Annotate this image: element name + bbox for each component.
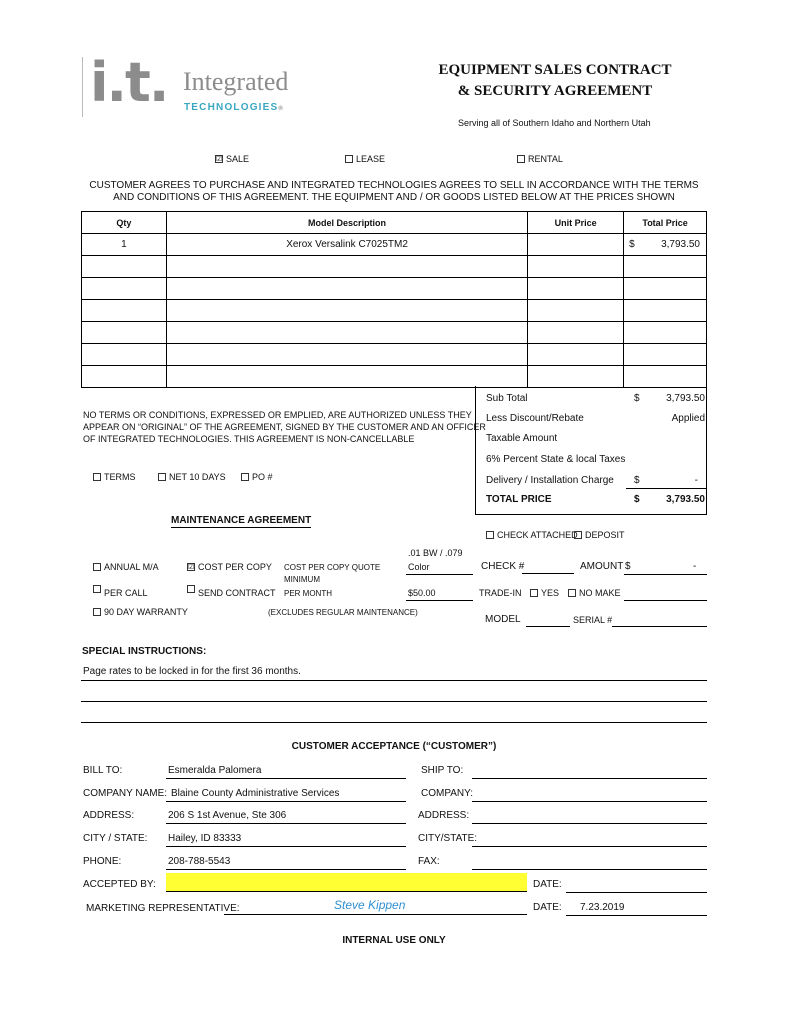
company-right-line[interactable]: [472, 801, 707, 802]
unit-price-header: Unit Price: [528, 212, 624, 234]
rep-date-value[interactable]: 7.23.2019: [580, 902, 625, 913]
po-checkbox[interactable]: [241, 473, 249, 481]
option-terms[interactable]: TERMS: [93, 472, 136, 482]
per-call-checkbox[interactable]: [93, 585, 101, 593]
company-line: [166, 801, 406, 802]
qty-header: Qty: [82, 212, 167, 234]
rental-checkbox[interactable]: [517, 155, 525, 163]
total-price-cell[interactable]: $ 3,793.50: [624, 234, 707, 256]
special-instructions-title: SPECIAL INSTRUCTIONS:: [82, 646, 207, 657]
total-label: TOTAL PRICE: [486, 494, 552, 505]
check-number-line[interactable]: [522, 573, 574, 574]
total-value: 3,793.50: [666, 494, 705, 505]
amount-currency: $: [625, 561, 631, 572]
serving-area: Serving all of Southern Idaho and Northern Utah: [458, 118, 651, 128]
agreement-line1: CUSTOMER AGREES TO PURCHASE AND INTEGRATED TECHNOLOGIES AGREES TO SELL IN ACCORDANCE WITH THE TERMS: [89, 180, 699, 191]
internal-use-label: INTERNAL USE ONLY: [342, 935, 446, 946]
trade-in-label: TRADE-IN: [479, 588, 522, 598]
model-cell[interactable]: Xerox Versalink C7025TM2: [166, 234, 527, 256]
qty-cell[interactable]: [82, 366, 167, 388]
terms-checkbox[interactable]: [93, 473, 101, 481]
option-annual-ma[interactable]: ANNUAL M/A: [93, 562, 159, 572]
special-line-3: [81, 722, 707, 723]
taxes-label: 6% Percent State & local Taxes: [486, 454, 626, 465]
table-header-row: [82, 212, 707, 234]
model-header: Model Description: [166, 212, 527, 234]
special-instructions-text[interactable]: Page rates to be locked in for the first 36 months.: [83, 666, 301, 677]
unit-price-cell[interactable]: [528, 234, 624, 256]
amount-value: -: [693, 561, 697, 572]
fax-label: FAX:: [418, 856, 440, 867]
total-divider: [626, 488, 707, 489]
amount-label: AMOUNT: [580, 561, 624, 572]
logo-divider: [82, 57, 83, 117]
special-line-2: [81, 701, 707, 702]
table-row: [82, 256, 707, 278]
annual-ma-checkbox[interactable]: [93, 563, 101, 571]
unit-price-cell[interactable]: [528, 278, 624, 300]
bill-to-value[interactable]: Esmeralda Palomera: [168, 765, 262, 776]
total-currency: $: [634, 494, 640, 505]
subtotal-label: Sub Total: [486, 393, 528, 404]
total-price-header: Total Price: [624, 212, 707, 234]
model-cell[interactable]: [166, 366, 527, 388]
lease-checkbox[interactable]: [345, 155, 353, 163]
address-right-label: ADDRESS:: [418, 810, 470, 821]
table-row: [82, 278, 707, 300]
total-price-cell[interactable]: [624, 322, 707, 344]
discount-label: Less Discount/Rebate: [486, 413, 584, 424]
city-right-line[interactable]: [472, 846, 707, 847]
logo-subtitle: TECHNOLOGIES®: [184, 102, 285, 113]
rep-line: [224, 914, 527, 915]
option-rental[interactable]: RENTAL: [517, 154, 563, 164]
qty-cell[interactable]: [82, 278, 167, 300]
terms-line2: APPEAR ON “ORIGINAL” OF THE AGREEMENT, SIGNED BY THE CUSTOMER AND AN OFFICER: [83, 422, 486, 432]
contract-title-line2: & SECURITY AGREEMENT: [457, 83, 653, 99]
equipment-table: [81, 211, 707, 388]
terms-line3: OF INTEGRATED TECHNOLOGIES. THIS AGREEMENT IS NON-CANCELLABLE: [83, 434, 415, 444]
address-label: ADDRESS:: [83, 810, 135, 821]
model-cell[interactable]: [166, 322, 527, 344]
phone-value[interactable]: 208-788-5543: [168, 856, 231, 867]
address-right-line[interactable]: [472, 823, 707, 824]
per-month-value: $50.00: [408, 588, 436, 598]
city-label: CITY / STATE:: [83, 833, 148, 844]
subtotal-value: 3,793.50: [666, 393, 705, 404]
qty-cell[interactable]: [82, 256, 167, 278]
model-label: MODEL: [485, 614, 521, 625]
accepted-by-signature-field[interactable]: [166, 873, 527, 892]
taxable-label: Taxable Amount: [486, 433, 558, 444]
maintenance-title: MAINTENANCE AGREEMENT: [171, 515, 312, 526]
company-label: COMPANY NAME:: [83, 788, 168, 799]
city-line: [166, 846, 406, 847]
deposit-checkbox[interactable]: [574, 531, 582, 539]
unit-price-cell[interactable]: [528, 322, 624, 344]
option-po[interactable]: PO #: [241, 472, 273, 482]
qty-cell[interactable]: [82, 300, 167, 322]
option-no[interactable]: NO MAKE: [568, 588, 621, 598]
delivery-label: Delivery / Installation Charge: [486, 475, 614, 486]
serial-label: SERIAL #: [573, 615, 613, 625]
unit-price-cell[interactable]: [528, 300, 624, 322]
option-90-day-warranty[interactable]: 90 DAY WARRANTY: [93, 607, 188, 617]
no-checkbox[interactable]: [568, 589, 576, 597]
unit-price-cell[interactable]: [528, 344, 624, 366]
address-line: [166, 823, 406, 824]
net10-checkbox[interactable]: [158, 473, 166, 481]
total-price-cell[interactable]: [624, 366, 707, 388]
quote-label-1: COST PER COPY QUOTE: [284, 563, 381, 572]
model-cell[interactable]: [166, 344, 527, 366]
model-cell[interactable]: [166, 256, 527, 278]
rep-label: MARKETING REPRESENTATIVE:: [86, 903, 240, 914]
model-cell[interactable]: [166, 278, 527, 300]
excludes-note: (EXCLUDES REGULAR MAINTENANCE): [268, 608, 418, 617]
company-right-label: COMPANY:: [421, 788, 474, 799]
yes-checkbox[interactable]: [530, 589, 538, 597]
accepted-date-line[interactable]: [566, 892, 707, 893]
warranty-checkbox[interactable]: [93, 608, 101, 616]
bill-to-line: [166, 778, 406, 779]
phone-line: [166, 869, 406, 870]
qty-cell[interactable]: [82, 344, 167, 366]
total-price-cell[interactable]: [624, 278, 707, 300]
total-price-cell[interactable]: [624, 256, 707, 278]
send-contract-checkbox[interactable]: [187, 585, 195, 593]
quote-label-2: MINIMUM: [284, 575, 320, 584]
amount-line[interactable]: [624, 574, 707, 575]
table-row: [82, 322, 707, 344]
subtotal-currency: $: [634, 393, 640, 404]
serial-line[interactable]: [612, 626, 707, 627]
logo-name: Integrated: [183, 67, 289, 96]
option-deposit[interactable]: DEPOSIT: [574, 530, 625, 540]
city-right-label: CITY/STATE:: [418, 833, 478, 844]
address-value[interactable]: 206 S 1st Avenue, Ste 306: [168, 810, 287, 821]
model-cell[interactable]: [166, 300, 527, 322]
option-per-call[interactable]: PER CALL: [93, 584, 148, 594]
delivery-value: -: [694, 475, 698, 486]
make-line[interactable]: [624, 600, 707, 601]
qty-cell[interactable]: 1: [82, 234, 167, 256]
logo-mark: i.t.: [90, 51, 168, 114]
unit-price-cell[interactable]: [528, 366, 624, 388]
ship-to-line[interactable]: [472, 778, 707, 779]
rep-name[interactable]: Steve Kippen: [334, 898, 406, 912]
total-price-cell[interactable]: [624, 344, 707, 366]
bill-to-label: BILL TO:: [83, 765, 123, 776]
cost-per-copy-checkbox[interactable]: ☑: [188, 563, 195, 571]
acceptance-title: CUSTOMER ACCEPTANCE (“CUSTOMER”): [291, 741, 497, 752]
table-row: [82, 234, 707, 256]
unit-price-cell[interactable]: [528, 256, 624, 278]
rate-underline: [406, 574, 473, 575]
rep-date-label: DATE:: [533, 902, 562, 913]
summary-box: [475, 386, 707, 515]
discount-value: Applied: [671, 413, 705, 424]
contract-title-line1: EQUIPMENT SALES CONTRACT: [438, 62, 672, 78]
check-number-label: CHECK #: [481, 561, 525, 572]
phone-label: PHONE:: [83, 856, 122, 867]
option-lease[interactable]: LEASE: [345, 154, 385, 164]
ship-to-label: SHIP TO:: [421, 765, 464, 776]
option-check-attached[interactable]: CHECK ATTACHED: [486, 530, 578, 540]
rate-top: .01 BW / .079: [408, 548, 463, 558]
sale-checkbox[interactable]: ☑: [216, 155, 223, 163]
qty-cell[interactable]: [82, 322, 167, 344]
per-month-underline: [406, 600, 473, 601]
special-line-1: [81, 680, 707, 681]
company-value[interactable]: Blaine County Administrative Services: [171, 788, 340, 799]
accepted-by-label: ACCEPTED BY:: [83, 879, 156, 890]
fax-line[interactable]: [472, 869, 707, 870]
option-yes[interactable]: YES: [530, 588, 559, 598]
table-row: [82, 344, 707, 366]
option-cost-per-copy[interactable]: ☑ COST PER COPY: [188, 562, 272, 572]
accepted-date-label: DATE:: [533, 879, 562, 890]
total-price-cell[interactable]: [624, 300, 707, 322]
city-value[interactable]: Hailey, ID 83333: [168, 833, 242, 844]
option-send-contract[interactable]: SEND CONTRACT: [187, 584, 276, 594]
table-row: [82, 366, 707, 388]
agreement-line2: AND CONDITIONS OF THIS AGREEMENT. THE EQUIPMENT AND / OR GOODS LISTED BELOW AT THE PRICES SHOWN: [113, 192, 675, 203]
terms-line1: NO TERMS OR CONDITIONS, EXPRESSED OR EMPLIED, ARE AUTHORIZED UNLESS THEY: [83, 410, 472, 420]
option-net10[interactable]: NET 10 DAYS: [158, 472, 226, 482]
model-line[interactable]: [526, 626, 570, 627]
per-month-label: PER MONTH: [284, 589, 332, 598]
delivery-currency: $: [634, 475, 640, 486]
rep-date-line: [566, 915, 707, 916]
option-sale[interactable]: ☑ SALE: [216, 154, 250, 164]
rate-bottom: Color: [408, 562, 430, 572]
company-logo: [80, 51, 350, 120]
check-attached-checkbox[interactable]: [486, 531, 494, 539]
table-row: [82, 300, 707, 322]
